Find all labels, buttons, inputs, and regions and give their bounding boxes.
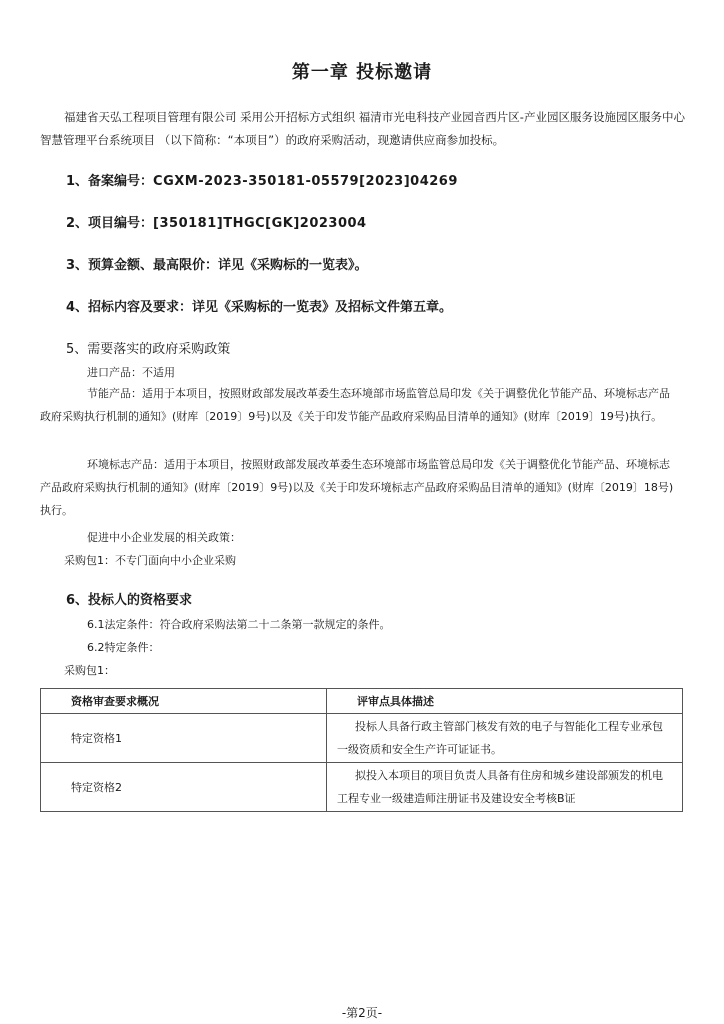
qualification-table [40,688,683,812]
specific-conditions: 6.2特定条件： [87,641,160,654]
table-row [41,763,683,812]
project-number-label: 2、项目编号： [66,216,154,231]
table-header-row [41,689,683,714]
record-number-label: 1、备案编号： [66,174,154,189]
qualification-desc: 投标人具备行政主管部门核发有效的电子与智能化工程专业承包一级资质和安全生产许可证证书。 [327,714,683,763]
qualification-name: 特定资格2 [41,763,327,812]
section-1 [66,170,458,189]
import-products: 进口产品：不适用 [87,366,175,379]
qualification-desc: 拟投入本项目的项目负责人具备有住房和城乡建设部颁发的机电工程专业一级建造师注册证书及建设安全考核B证 [327,763,683,812]
table-header-col2: 评审点具体描述 [327,689,683,714]
table-row [41,714,683,763]
env-products: 环境标志产品：适用于本项目，按照财政部发展改革委生态环境部市场监管总局印发《关于调整优化节能产品、环境标志产品政府采购执行机制的通知》(财库〔2019〕9号)以及《关于印发环境标志产品政府采购品目清单的通知》(财库〔2019〕18号)执行。 [40,458,674,517]
section-4-content: 4、招标内容及要求：详见《采购标的一览表》及招标文件第五章。 [66,300,453,315]
section-3-budget: 3、预算金额、最高限价：详见《采购标的一览表》。 [66,258,368,273]
package1-label: 采购包1： [64,664,115,677]
energy-products: 节能产品：适用于本项目，按照财政部发展改革委生态环境部市场监管总局印发《关于调整优化节能产品、环境标志产品政府采购执行机制的通知》(财库〔2019〕9号)以及《关于印发节能产品政府采购品目清单的通知》(财库〔2019〕19号)执行。 [40,387,670,423]
sme-policy: 促进中小企业发展的相关政策： [87,531,241,544]
project-number-value: [350181]THGC[GK]2023004 [153,216,367,231]
section-6-qualification: 6、投标人的资格要求 [66,593,193,608]
legal-conditions: 6.1法定条件：符合政府采购法第二十二条第一款规定的条件。 [87,618,391,631]
qualification-name: 特定资格1 [41,714,327,763]
record-number-value: CGXM-2023-350181-05579[2023]04269 [153,174,458,189]
section-5-policy: 5、需要落实的政府采购政策 [66,342,231,357]
page-number: -第2页- [341,1006,383,1020]
section-2 [66,212,367,231]
table-header-col1: 资格审查要求概况 [41,689,327,714]
chapter-title: 第一章 投标邀请 [291,62,433,83]
intro-paragraph: 福建省天弘工程项目管理有限公司 采用公开招标方式组织 福清市光电科技产业园音西片区-产业园区服务设施园区服务中心智慧管理平台系统项目 （以下简称：“本项目”）的政府采购活动，现邀请供应商参加投标。 [40,110,685,147]
package1-sme: 采购包1：不专门面向中小企业采购 [64,554,236,567]
